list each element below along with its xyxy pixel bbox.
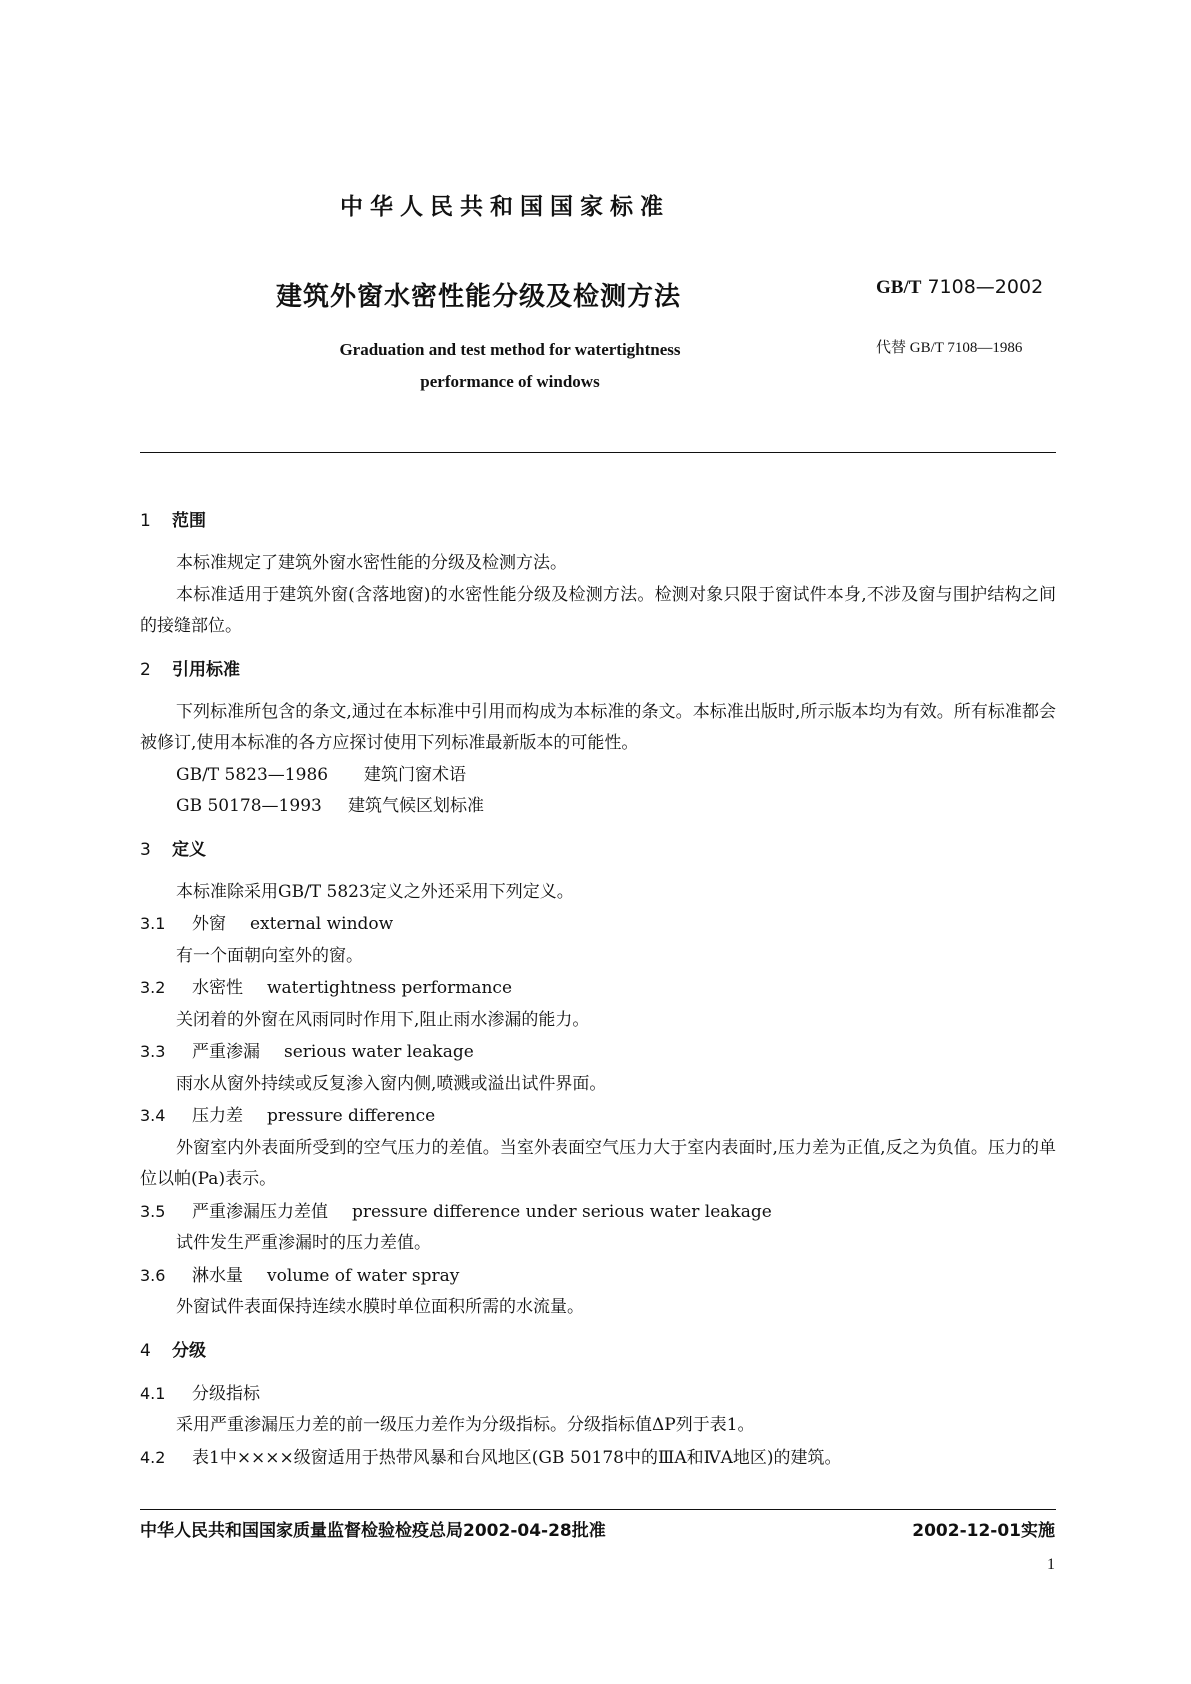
- definition-term-en: pressure difference: [267, 1106, 436, 1126]
- section-number: 2: [140, 659, 151, 680]
- definition-heading: [140, 1036, 1056, 1069]
- definition-heading: [140, 908, 1056, 941]
- clause-text: 采用严重渗漏压力差的前一级压力差作为分级指标。分级指标值ΔP列于表1。: [176, 1415, 755, 1435]
- implementation-date: 2002-12-01实施: [912, 1521, 1055, 1541]
- definition-term-en: pressure difference under serious water leakage: [352, 1201, 772, 1222]
- section-title: 定义: [172, 839, 206, 860]
- definition-text: 关闭着的外窗在风雨同时作用下,阻止雨水渗漏的能力。: [176, 1009, 590, 1030]
- reference-item: [140, 791, 1056, 823]
- definition-term: 严重渗漏压力差值: [192, 1201, 328, 1222]
- paragraph: 本标准适用于建筑外窗(含落地窗)的水密性能分级及检测方法。检测对象只限于窗试件本身,不涉及窗与围护结构之间的接缝部位。: [140, 584, 1056, 636]
- section-title: 引用标准: [172, 659, 240, 680]
- section-number: 1: [140, 511, 151, 531]
- definition-text: 雨水从窗外持续或反复渗入窗内侧,喷溅或溢出试件界面。: [176, 1073, 607, 1094]
- english-title: [250, 334, 770, 398]
- org-title: 中华人民共和国国家标准: [340, 194, 670, 220]
- clause-number: 3.6: [140, 1265, 166, 1285]
- clause-number: 4.1: [140, 1383, 166, 1403]
- document-body: [140, 504, 1056, 1474]
- definition-heading: [140, 1260, 1056, 1293]
- definition-text: 有一个面朝向室外的窗。: [176, 945, 363, 966]
- definition-term: 严重渗漏: [192, 1042, 260, 1062]
- clause-title: 分级指标: [192, 1383, 260, 1404]
- reference-title: 建筑气候区划标准: [348, 796, 484, 816]
- definition-heading: [140, 972, 1056, 1005]
- definition-term-en: watertightness performance: [267, 978, 513, 998]
- paragraph: 本标准除采用GB/T 5823定义之外还采用下列定义。: [176, 881, 574, 902]
- section-number: 3: [140, 839, 151, 860]
- definition-term-en: external window: [250, 914, 394, 934]
- reference-code: GB/T 5823—1986: [176, 764, 329, 785]
- definition-term: 外窗: [192, 914, 226, 934]
- standard-prefix: GB/T: [876, 277, 922, 298]
- paragraph: 本标准规定了建筑外窗水密性能的分级及检测方法。: [176, 553, 567, 573]
- definition-term-en: serious water leakage: [284, 1042, 474, 1062]
- definition-text: 外窗室内外表面所受到的空气压力的差值。当室外表面空气压力大于室内表面时,压力差为正值,反之为负值。压力的单位以帕(Pa)表示。: [140, 1137, 1056, 1189]
- doc-title: 建筑外窗水密性能分级及检测方法: [276, 282, 682, 312]
- page-number: 1: [1047, 1556, 1055, 1573]
- reference-code: GB 50178—1993: [176, 796, 322, 816]
- footer-rule: [140, 1509, 1056, 1510]
- definition-term: 压力差: [192, 1106, 243, 1126]
- clause-heading: [140, 1442, 1056, 1475]
- definition-text: 试件发生严重渗漏时的压力差值。: [176, 1233, 431, 1253]
- clause-text: 表1中××××级窗适用于热带风暴和台风地区(GB 50178中的ⅢA和ⅣA地区)的建筑。: [192, 1447, 842, 1468]
- standard-number: [876, 276, 1043, 299]
- standard-code: 7108—2002: [927, 276, 1044, 298]
- clause-number: 3.2: [140, 978, 166, 997]
- clause-number: 3.3: [140, 1042, 166, 1061]
- approval-note: 中华人民共和国国家质量监督检验检疫总局2002-04-28批准: [140, 1521, 606, 1541]
- english-title-line-2: performance of windows: [420, 372, 600, 391]
- section-heading: [140, 653, 1056, 687]
- definition-heading: [140, 1100, 1056, 1133]
- header-rule: [140, 452, 1056, 453]
- clause-number: 3.4: [140, 1106, 166, 1125]
- section-heading: [140, 833, 1056, 867]
- section-number: 4: [140, 1340, 151, 1361]
- reference-item: [140, 760, 1056, 792]
- definition-term-en: volume of water spray: [267, 1265, 460, 1286]
- definition-heading: [140, 1196, 1056, 1229]
- section-title: 范围: [172, 511, 206, 531]
- definition-text: 外窗试件表面保持连续水膜时单位面积所需的水流量。: [176, 1297, 584, 1317]
- english-title-line-1: Graduation and test method for watertightness: [339, 340, 681, 359]
- definition-term: 水密性: [192, 978, 243, 998]
- section-heading: [140, 1334, 1056, 1368]
- clause-number: 3.1: [140, 914, 166, 933]
- replaces-note: 代替 GB/T 7108—1986: [876, 340, 1023, 356]
- paragraph: 下列标准所包含的条文,通过在本标准中引用而构成为本标准的条文。本标准出版时,所示版本均为有效。所有标准都会被修订,使用本标准的各方应探讨使用下列标准最新版本的可能性。: [140, 701, 1056, 753]
- clause-heading: [140, 1378, 1056, 1411]
- section-title: 分级: [172, 1340, 206, 1361]
- clause-number: 3.5: [140, 1201, 166, 1221]
- clause-number: 4.2: [140, 1447, 166, 1467]
- definition-term: 淋水量: [192, 1265, 243, 1286]
- section-heading: [140, 504, 1056, 538]
- reference-title: 建筑门窗术语: [364, 764, 466, 785]
